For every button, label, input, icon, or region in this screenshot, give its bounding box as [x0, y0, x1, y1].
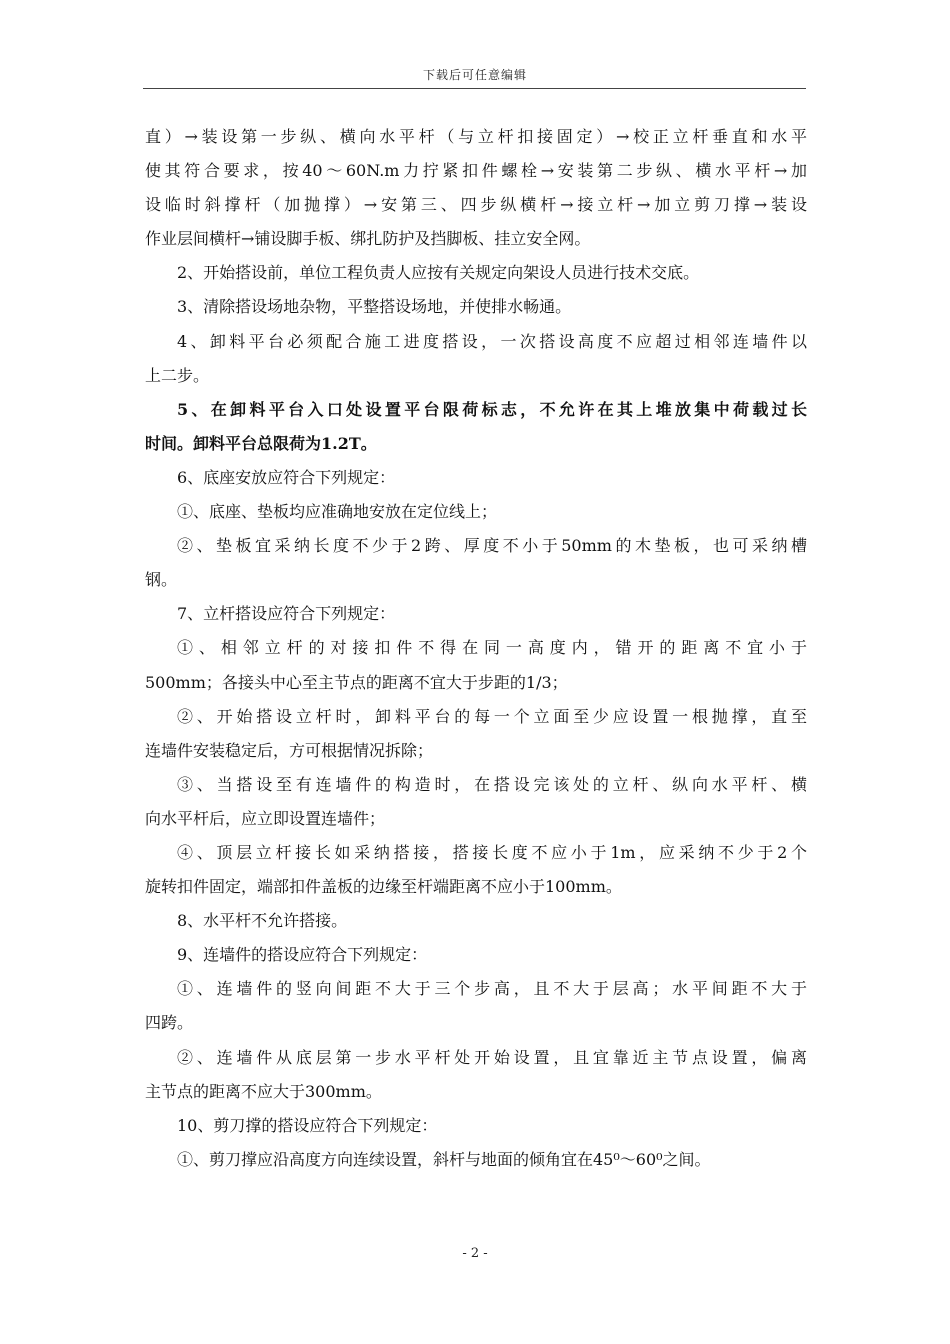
- text-line: 钢。: [145, 570, 178, 590]
- text-line: ④、顶层立杆接长如采纳搭接，搭接长度不应小于1m，应采纳不少于2个: [177, 842, 807, 862]
- text-line: ①、相邻立杆的对接扣件不得在同一高度内，错开的距离不宜小于: [177, 638, 807, 658]
- header-divider: [143, 88, 806, 89]
- text-line: ①、底座、垫板均应准确地安放在定位线上；: [177, 502, 498, 522]
- text-line: ①、剪刀撑应沿高度方向连续设置，斜杆与地面的倾角宜在45⁰～60⁰之间。: [177, 1149, 711, 1169]
- text-line: 主节点的距离不应大于300mm。: [145, 1081, 382, 1101]
- text-line: 作业层间横杆→铺设脚手板、绑扎防护及挡脚板、挂立安全网。: [145, 229, 591, 249]
- text-line: 6、底座安放应符合下列规定：: [177, 467, 396, 487]
- text-line: 上二步。: [145, 365, 210, 385]
- page-header: 下载后可任意编辑: [422, 68, 527, 82]
- text-line: 四跨。: [145, 1013, 194, 1033]
- text-line: 8、水平杆不允许搭接。: [177, 911, 348, 931]
- text-line: 使其符合要求，按40～60N.m力拧紧扣件螺栓→安装第二步纵、横水平杆→加: [145, 161, 807, 181]
- text-line: 直）→装设第一步纵、横向水平杆（与立杆扣接固定）→校正立杆垂直和水平: [145, 127, 807, 146]
- text-line: 连墙件安装稳定后，方可根据情况拆除；: [145, 740, 434, 760]
- text-line: 10、剪刀撑的搭设应符合下列规定：: [177, 1115, 438, 1135]
- page-number: - 2 -: [462, 1246, 488, 1261]
- text-line: 7、立杆搭设应符合下列规定：: [177, 604, 396, 624]
- text-line: 2、开始搭设前，单位工程负责人应按有关规定向架设人员进行技术交底。: [177, 263, 700, 283]
- document-body: [145, 120, 807, 1177]
- text-line: 5、在卸料平台入口处设置平台限荷标志，不允许在其上堆放集中荷载过长: [177, 399, 807, 419]
- text-line: 500mm；各接头中心至主节点的距离不宜大于步距的1/3；: [145, 672, 568, 692]
- text-line: 9、连墙件的搭设应符合下列规定：: [177, 945, 428, 965]
- text-line: 向水平杆后，应立即设置连墙件；: [145, 808, 386, 828]
- text-line: ②、连墙件从底层第一步水平杆处开始设置，且宜靠近主节点设置，偏离: [177, 1047, 807, 1067]
- text-line: 4、卸料平台必须配合施工进度搭设，一次搭设高度不应超过相邻连墙件以: [177, 331, 807, 351]
- text-line: ②、开始搭设立杆时，卸料平台的每一个立面至少应设置一根抛撑，直至: [177, 706, 807, 726]
- text-line: 3、清除搭设场地杂物，平整搭设场地，并使排水畅通。: [177, 297, 572, 317]
- text-line: 旋转扣件固定，端部扣件盖板的边缘至杆端距离不应小于100mm。: [145, 877, 622, 897]
- text-line: 设临时斜撑杆（加抛撑）→安第三、四步纵横杆→接立杆→加立剪刀撑→装设: [145, 195, 807, 215]
- text-line: 时间。卸料平台总限荷为1.2T。: [145, 433, 377, 453]
- text-line: ②、垫板宜采纳长度不少于2跨、厚度不小于50mm的木垫板，也可采纳槽: [177, 536, 807, 556]
- text-line: ③、当搭设至有连墙件的构造时，在搭设完该处的立杆、纵向水平杆、横: [177, 774, 807, 794]
- text-line: ①、连墙件的竖向间距不大于三个步高，且不大于层高；水平间距不大于: [177, 979, 807, 999]
